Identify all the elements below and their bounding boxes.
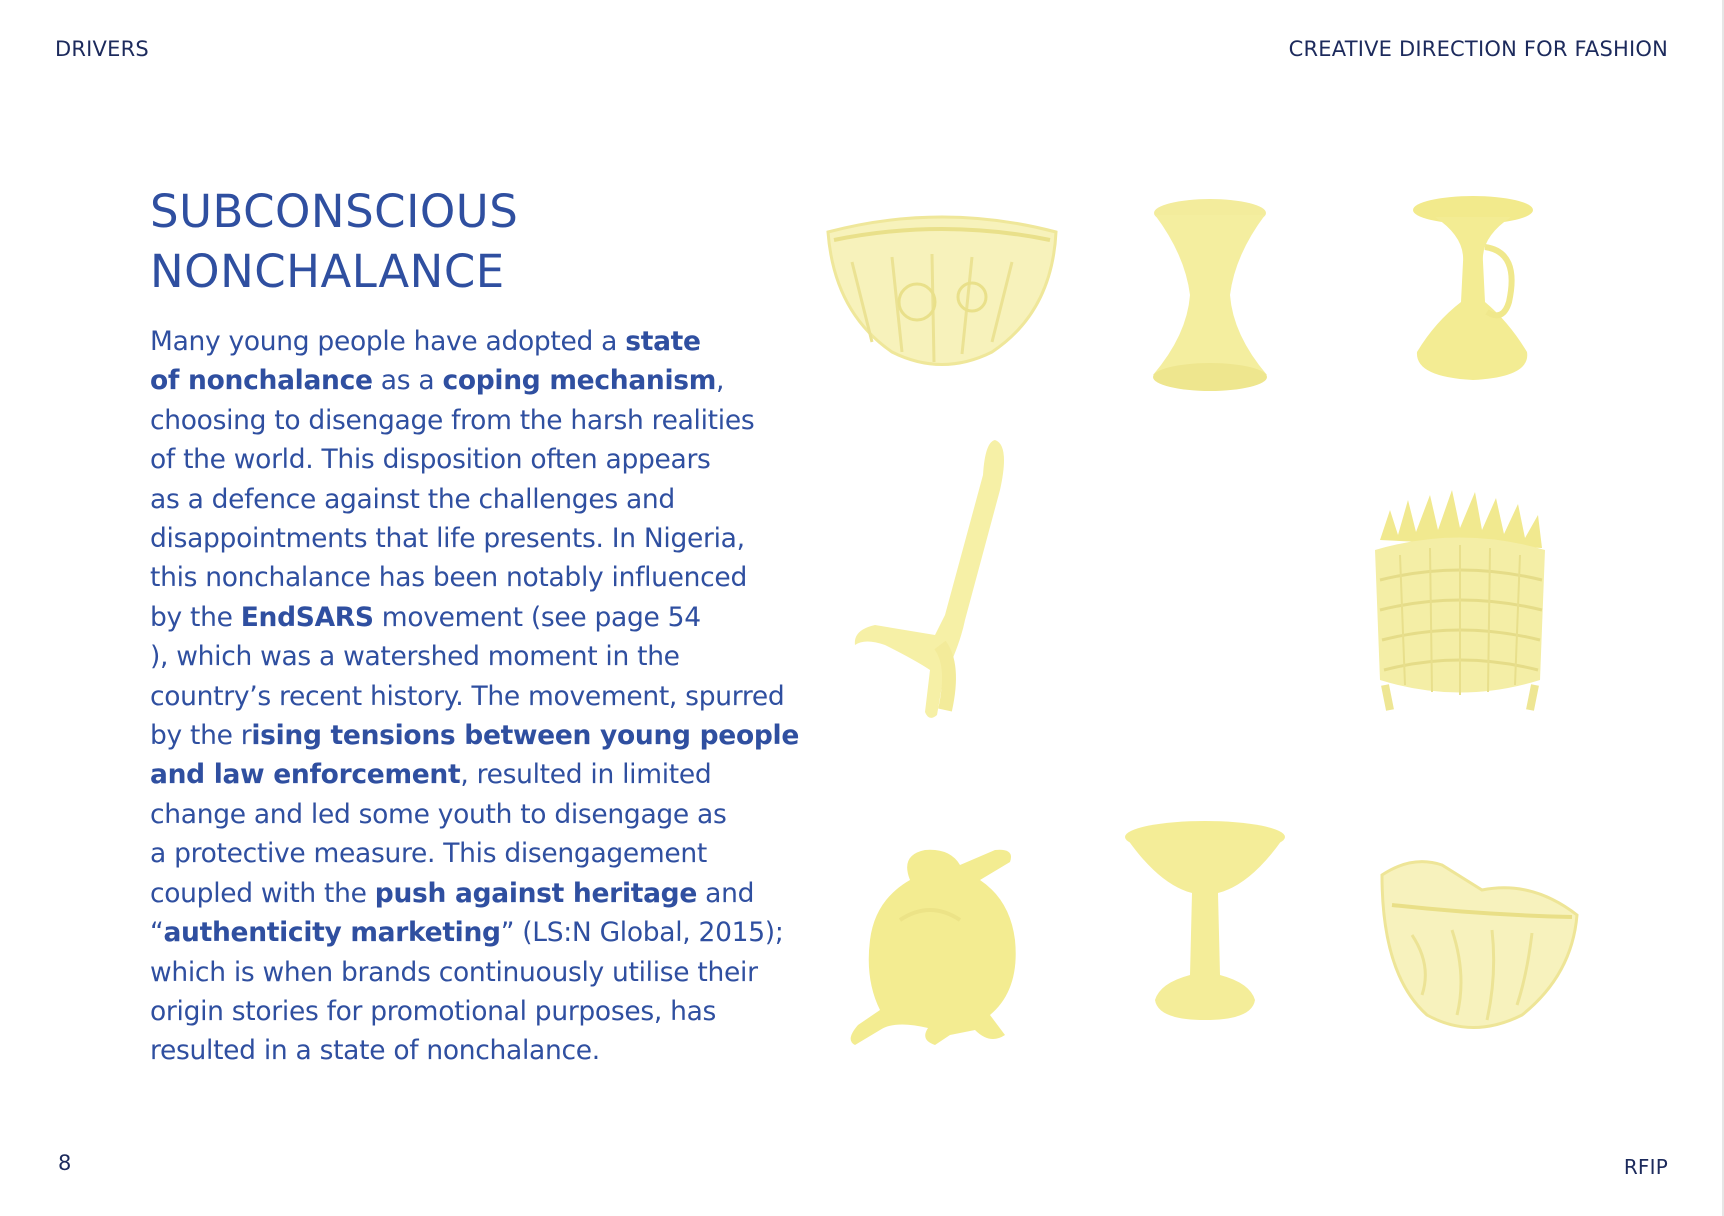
emphasis: EndSARS: [240, 601, 374, 633]
body-line: ), which was a watershed moment in the: [150, 641, 680, 673]
body-line: of the world. This disposition often appears: [150, 444, 711, 476]
bent-branch-figure-icon: [845, 430, 1020, 730]
body-line: change and led some youth to disengage as: [150, 798, 727, 830]
text-run: , resulted in limited: [460, 759, 712, 791]
text-run: Many young people have adopted a: [150, 326, 626, 357]
emphasis: ising tensions between young people: [251, 720, 799, 752]
body-line: this nonchalance has been notably influenced: [150, 562, 747, 594]
running-head-publication: CREATIVE DIRECTION FOR FASHION: [1288, 37, 1668, 61]
body-line: [150, 874, 790, 913]
title-line-2: NONCHALANCE: [150, 245, 505, 298]
body-line: which is when brands continuously utilise their: [150, 956, 758, 988]
title-line-1: SUBCONSCIOUS: [150, 185, 519, 238]
body-line: [150, 755, 790, 794]
emphasis: of nonchalance: [150, 365, 373, 397]
text-run: as a: [372, 365, 443, 397]
carved-open-bowl-icon: [1372, 855, 1587, 1040]
text-run: movement (see page 54: [373, 601, 701, 633]
body-paragraph: [150, 322, 799, 1071]
text-run: ,: [716, 365, 725, 397]
carved-bowl-icon: [822, 202, 1062, 382]
crouching-animal-figure-icon: [840, 840, 1050, 1050]
body-line: resulted in a state of nonchalance.: [150, 1035, 600, 1067]
text-run: by the r: [150, 720, 252, 752]
footer-publisher-mark: RFIP: [1623, 1155, 1668, 1179]
artwork-gallery: [760, 180, 1620, 1080]
body-line: choosing to disengage from the harsh realities: [150, 404, 755, 436]
body-line: origin stories for promotional purposes, has: [150, 995, 717, 1027]
text-run: coupled with the: [150, 877, 375, 909]
body-line: [150, 913, 790, 952]
body-line: [150, 716, 799, 755]
running-head-section: DRIVERS: [55, 37, 149, 61]
emphasis: state: [625, 326, 701, 357]
emphasis: and law enforcement: [150, 759, 461, 791]
body-line: as a defence against the challenges and: [150, 483, 675, 515]
page-number: 8: [58, 1151, 72, 1175]
body-line: a protective measure. This disengagement: [150, 838, 708, 870]
hourglass-stool-icon: [1145, 195, 1275, 400]
emphasis: coping mechanism: [442, 365, 717, 397]
text-run: “: [150, 917, 164, 949]
pedestal-dish-icon: [1120, 815, 1290, 1025]
emphasis: push against heritage: [374, 877, 698, 909]
text-run: by the: [150, 601, 241, 633]
body-line: [150, 322, 790, 361]
page-title: [150, 182, 518, 302]
emphasis: authenticity marketing: [163, 917, 501, 949]
goblet-with-handle-icon: [1405, 192, 1540, 392]
body-line: [150, 361, 790, 400]
text-run: and: [697, 877, 755, 909]
body-line: [150, 598, 790, 637]
body-line: disappointments that life presents. In Nigeria,: [150, 523, 745, 555]
body-line: country’s recent history. The movement, spurred: [150, 680, 785, 712]
text-run: ” (LS:N Global, 2015);: [500, 917, 784, 949]
woven-basket-icon: [1360, 470, 1560, 725]
